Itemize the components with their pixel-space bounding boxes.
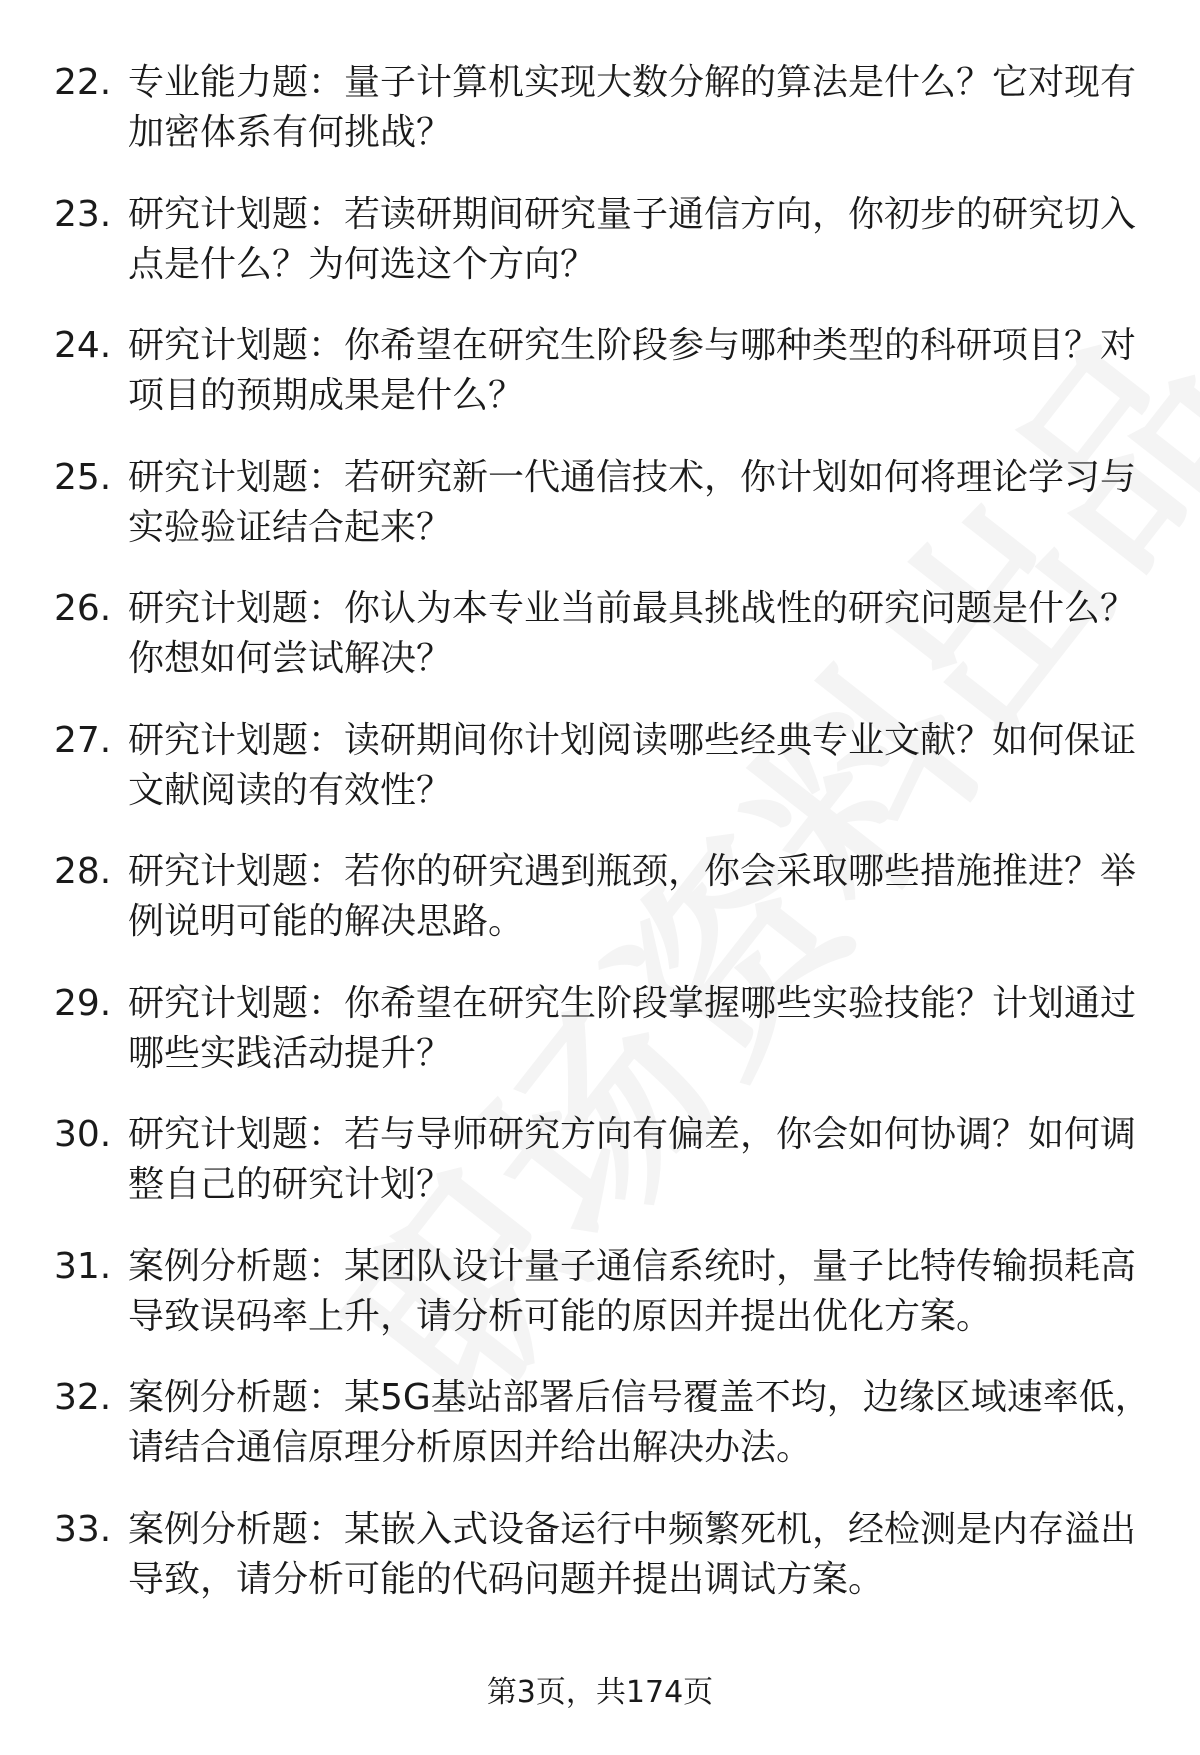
question-number: 26. xyxy=(54,588,112,629)
page-footer: 第3页，共174页 xyxy=(486,1675,714,1710)
question-line: 项目的预期成果是什么？ xyxy=(128,375,525,416)
question-text xyxy=(128,1110,1158,1210)
question-item xyxy=(0,979,1200,1111)
question-item xyxy=(0,584,1200,716)
question-text xyxy=(128,58,1158,158)
question-line: 研究计划题：你希望在研究生阶段掌握哪些实验技能？计划通过 xyxy=(128,982,1137,1024)
question-number: 30. xyxy=(54,1114,112,1155)
question-number: 33. xyxy=(54,1508,112,1550)
question-item xyxy=(0,716,1200,848)
question-number: 31. xyxy=(54,1245,112,1287)
question-text xyxy=(128,453,1158,553)
question-line: 研究计划题：若研究新一代通信技术，你计划如何将理论学习与 xyxy=(128,456,1137,498)
question-line: 导致，请分析可能的代码问题并提出调试方案。 xyxy=(128,1558,885,1600)
question-text xyxy=(128,716,1158,816)
question-item xyxy=(0,453,1200,585)
question-line: 你想如何尝试解决？ xyxy=(128,638,453,679)
question-text xyxy=(128,1505,1158,1605)
question-item xyxy=(0,58,1200,190)
question-number: 23. xyxy=(54,193,112,235)
question-line: 案例分析题：某团队设计量子通信系统时，量子比特传输损耗高 xyxy=(128,1245,1137,1287)
question-number: 32. xyxy=(54,1377,112,1418)
question-text xyxy=(128,321,1158,421)
question-item xyxy=(0,847,1200,979)
question-line: 例说明可能的解决思路。 xyxy=(128,901,525,942)
question-line: 案例分析题：某嵌入式设备运行中频繁死机，经检测是内存溢出 xyxy=(128,1508,1137,1550)
question-number: 28. xyxy=(54,851,112,892)
question-line: 整自己的研究计划？ xyxy=(128,1164,453,1205)
question-line: 研究计划题：你认为本专业当前最具挑战性的研究问题是什么？ xyxy=(128,588,1137,629)
question-line: 案例分析题：某5G基站部署后信号覆盖不均，边缘区域速率低， xyxy=(128,1377,1151,1418)
question-item xyxy=(0,1373,1200,1505)
question-item xyxy=(0,321,1200,453)
question-list xyxy=(0,58,1200,1636)
question-number: 25. xyxy=(54,456,112,498)
question-text xyxy=(128,1373,1158,1473)
question-item xyxy=(0,190,1200,322)
question-text xyxy=(128,584,1158,684)
question-number: 27. xyxy=(54,719,112,761)
question-line: 研究计划题：读研期间你计划阅读哪些经典专业文献？如何保证 xyxy=(128,719,1137,761)
question-line: 点是什么？为何选这个方向？ xyxy=(128,243,597,285)
question-text xyxy=(128,979,1158,1079)
question-line: 实验验证结合起来？ xyxy=(128,506,453,548)
question-line: 研究计划题：你希望在研究生阶段参与哪种类型的科研项目？对 xyxy=(128,325,1137,366)
question-item xyxy=(0,1242,1200,1374)
question-text xyxy=(128,190,1158,290)
question-line: 研究计划题：若读研期间研究量子通信方向，你初步的研究切入 xyxy=(128,193,1137,235)
question-line: 研究计划题：若与导师研究方向有偏差，你会如何协调？如何调 xyxy=(128,1114,1137,1155)
question-item xyxy=(0,1110,1200,1242)
question-number: 29. xyxy=(54,982,112,1024)
question-text xyxy=(128,847,1158,947)
question-item xyxy=(0,1505,1200,1637)
question-line: 研究计划题：若你的研究遇到瓶颈，你会采取哪些措施推进？举 xyxy=(128,851,1137,892)
question-line: 加密体系有何挑战？ xyxy=(128,112,453,153)
question-line: 导致误码率上升，请分析可能的原因并提出优化方案。 xyxy=(128,1295,993,1337)
question-line: 专业能力题：量子计算机实现大数分解的算法是什么？它对现有 xyxy=(128,62,1137,103)
question-line: 文献阅读的有效性？ xyxy=(128,769,453,811)
question-text xyxy=(128,1242,1158,1342)
question-number: 22. xyxy=(54,62,112,103)
question-line: 请结合通信原理分析原因并给出解决办法。 xyxy=(128,1427,813,1468)
question-line: 哪些实践活动提升？ xyxy=(128,1032,453,1074)
question-number: 24. xyxy=(54,325,112,366)
